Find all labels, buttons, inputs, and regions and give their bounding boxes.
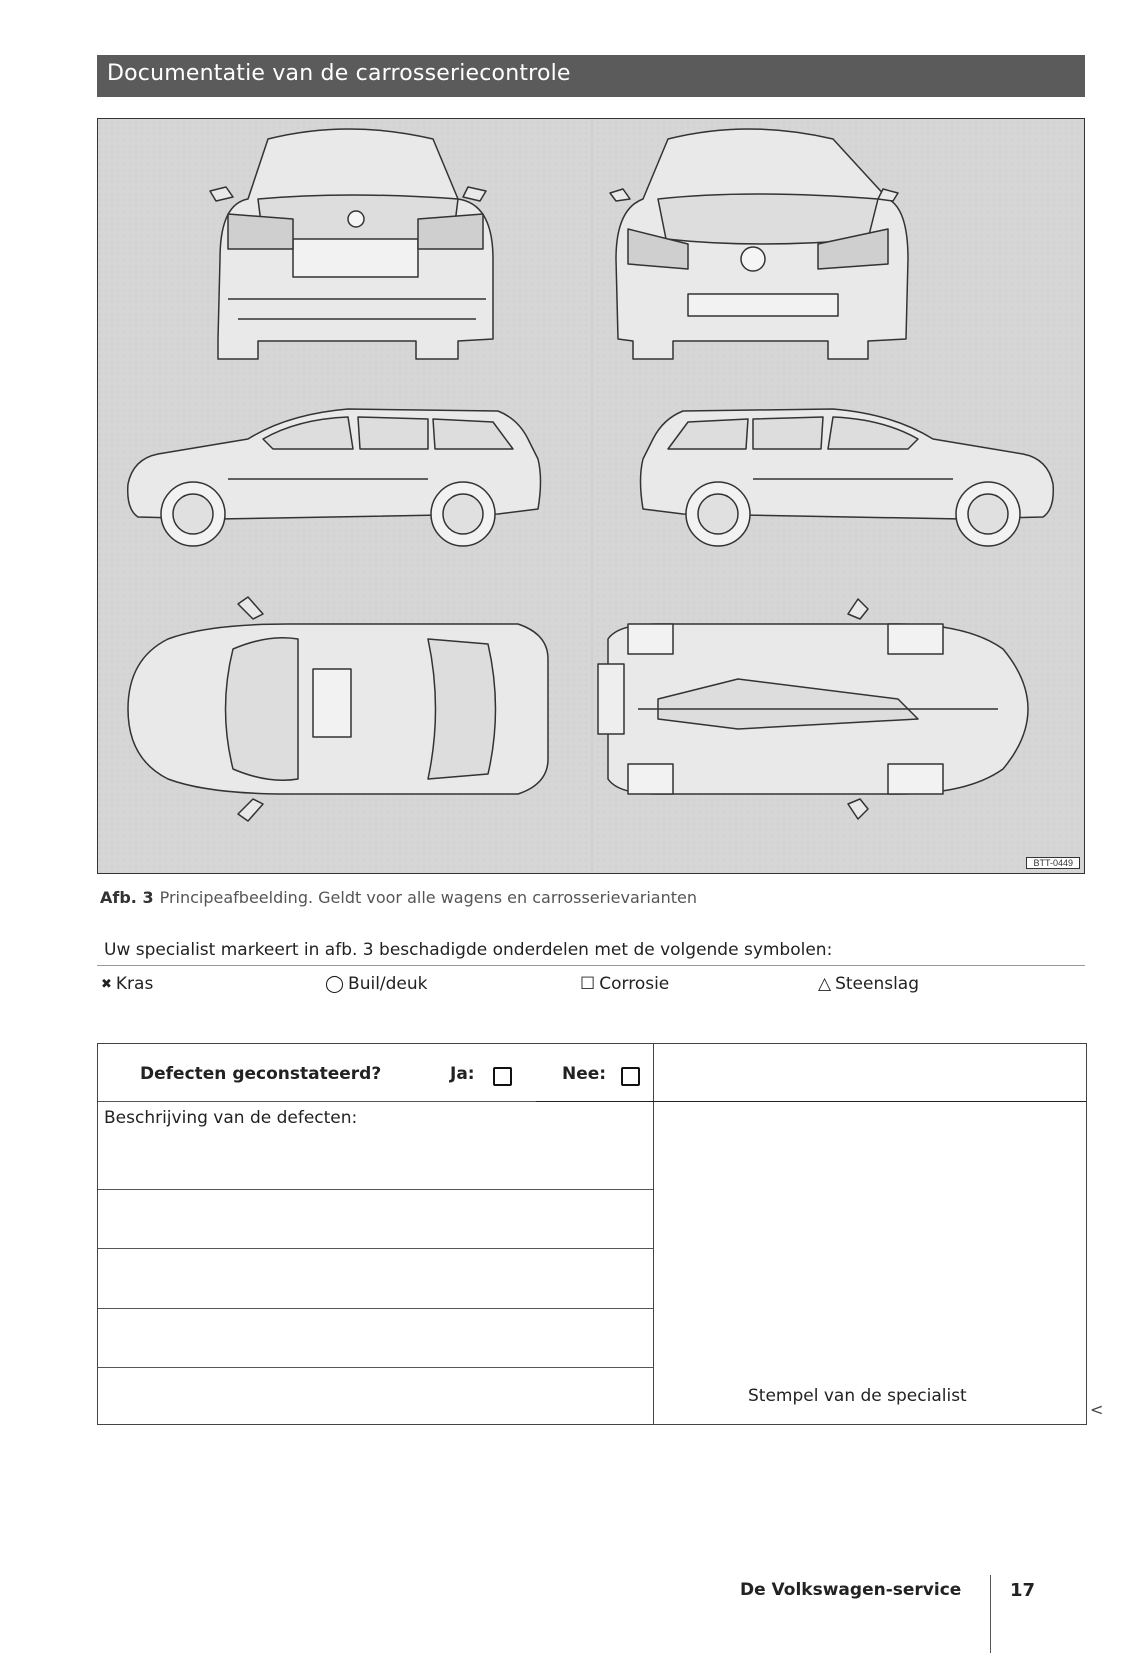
section-title: Documentatie van de carrosseriecontrole [107,61,571,86]
car-underside-view [598,599,1028,819]
triangle-icon: △ [818,974,832,994]
yes-label: Ja: [450,1064,475,1084]
symbol-kras [101,974,153,994]
form-row-line [98,1189,653,1190]
circle-icon: ◯ [325,974,345,994]
continue-mark: < [1090,1400,1104,1419]
symbol-steenslag [818,974,919,994]
square-icon: ☐ [580,974,596,994]
divider [536,1101,653,1102]
stamp-area-line [653,1101,1086,1102]
symbol-label: Corrosie [599,974,670,994]
form-row-line [98,1248,653,1249]
symbol-label: Kras [115,974,154,994]
form-row-line [98,1367,653,1368]
footer-divider [990,1575,991,1653]
defects-question: Defecten geconstateerd? [140,1064,382,1084]
no-label: Nee: [562,1064,607,1084]
section-title-bar [97,55,1085,97]
defects-form [97,1043,1087,1425]
yes-checkbox[interactable] [493,1067,512,1086]
footer-text: De Volkswagen-service [740,1580,962,1600]
symbol-label: Buil/deuk [348,974,428,994]
caption-label: Afb. 3 [100,888,154,907]
car-diagram-figure [97,118,1085,874]
car-diagram [98,119,1085,874]
stamp-label: Stempel van de specialist [748,1386,967,1406]
instruction-text: Uw specialist markeert in afb. 3 beschadigde onderdelen met de volgende symbolen: [104,940,833,960]
symbol-label: Steenslag [835,974,920,994]
cross-icon: ✖ [101,976,112,992]
figure-code: BTT-0449 [1026,857,1080,869]
page-number: 17 [1010,1580,1036,1601]
symbol-buil-deuk [325,974,428,994]
description-label: Beschrijving van de defecten: [104,1108,358,1128]
no-checkbox[interactable] [621,1067,640,1086]
figure-caption [100,888,697,907]
caption-text: Principeafbeelding. Geldt voor alle wagens en carrosserievarianten [159,888,698,907]
form-row-line [98,1308,653,1309]
symbol-corrosie [580,974,669,994]
divider [97,965,1085,966]
